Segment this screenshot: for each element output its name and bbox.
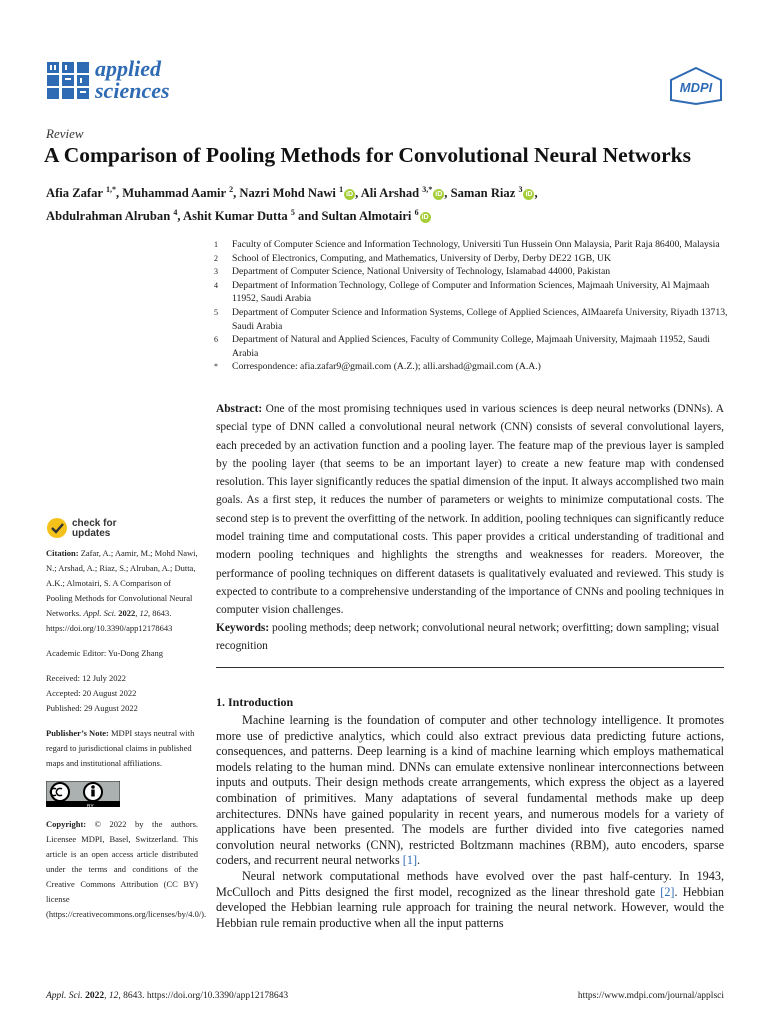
orcid-icon[interactable]: iD: [421, 214, 429, 222]
orcid-icon[interactable]: iD: [435, 191, 443, 199]
author-separator: ,: [444, 186, 451, 201]
affiliation-item: [214, 279, 734, 306]
affiliation-number: 2: [214, 253, 218, 263]
article-title: A Comparison of Pooling Methods for Convolutional Neural Networks: [44, 143, 692, 167]
academic-editor: Academic Editor: Yu-Dong Zhang: [46, 648, 163, 658]
affiliation-item: [214, 265, 734, 279]
journal-emblem-icon: [46, 60, 90, 100]
footer-citation: Appl. Sci. 2022, 12, 8643. https://doi.org/10.3390/app12178643: [46, 991, 289, 1001]
cc-by-text: BY: [87, 804, 94, 810]
author-separator: ,: [355, 186, 361, 201]
copyright-label: Copyright:: [46, 819, 87, 829]
intro-paragraph-2-end: . Hebbian developed the Hebbian learning rule approach for training the neural network. However, would the Hebbian rule remain productive when all the input patterns: [216, 884, 724, 930]
journal-name: [95, 58, 170, 102]
author-name[interactable]: Abdulrahman Alruban: [46, 209, 171, 224]
author: [46, 209, 183, 223]
footer-journal-url[interactable]: https://www.mdpi.com/journal/applsci: [577, 991, 724, 1001]
author: [451, 186, 538, 200]
affiliation-text: Department of Computer Science and Information Systems, College of Applied Sciences, AlMaarefa University, Riyadh 13713, Saudi Arabia: [232, 306, 728, 332]
footer-doi[interactable]: , 8643. https://doi.org/10.3390/app12178643: [118, 991, 289, 1001]
footer-year: 2022: [85, 991, 105, 1001]
affiliation-item: [214, 252, 734, 266]
author-affiliation-marker: 6: [414, 208, 419, 218]
citation-journal: Appl. Sci.: [83, 608, 117, 618]
received-date: Received: 12 July 2022: [46, 673, 127, 683]
author: [183, 209, 322, 223]
author-affiliation-marker: 3: [518, 185, 523, 194]
affiliation-text: Department of Information Technology, College of Computer and Information Sciences, Majmaah University, Al Majmaah 11952, Saudi Arabia: [232, 279, 710, 305]
author: [239, 186, 360, 200]
citation-year: 2022: [118, 608, 136, 618]
sidebar: [46, 546, 207, 932]
keywords-text: pooling methods; deep network; convolutional neural network; overfitting; down sampling; visual recognition: [216, 622, 720, 653]
author-name[interactable]: Saman Riaz: [450, 186, 516, 201]
author-separator: ,: [233, 186, 240, 201]
author-affiliation-marker: 3,*: [422, 185, 433, 194]
mdpi-logo[interactable]: [666, 66, 726, 106]
affiliation-number: *: [214, 362, 218, 372]
author-separator: ,: [177, 209, 183, 224]
orcid-icon[interactable]: iD: [525, 191, 533, 199]
author-separator: and: [294, 209, 322, 224]
journal-logo: [46, 56, 196, 108]
citation-volume: 12: [139, 608, 149, 618]
check-updates-line1: check for: [72, 518, 117, 529]
accepted-date: Accepted: 20 August 2022: [46, 688, 137, 698]
dates-block: [46, 671, 198, 716]
affiliation-text: Faculty of Computer Science and Information Technology, Universiti Tun Hussein Onn Malaysia, Parit Raja 86400, Malaysia: [232, 239, 720, 250]
affiliation-list: [214, 238, 734, 374]
author-affiliation-marker: 1: [339, 185, 344, 194]
affiliation-number: 6: [214, 335, 218, 345]
affiliation-item: [214, 360, 734, 374]
citation-label: Citation:: [46, 548, 79, 558]
citation-block: Citation: Zafar, A.; Aamir, M.; Mohd Nawi, N.; Arshad, A.; Riaz, S.; Alruban, A.; Dutta, A.K.; Almotairi, S. A Comparison of Pooling Methods for Convolutional Neural Networks. Appl. Sci. 2022, 12, 8643. https://doi.org/10.3390/app12178643: [46, 548, 198, 633]
affiliation-number: 5: [214, 307, 218, 317]
author-name[interactable]: Nazri Mohd Nawi: [239, 186, 336, 201]
article-type: Review: [46, 126, 84, 141]
introduction-body: [216, 713, 724, 931]
affiliation-number: 4: [214, 280, 218, 290]
affiliation-item: [214, 238, 734, 252]
author-affiliation-marker: 4: [173, 208, 178, 218]
author-affiliation-marker: 1,*: [105, 185, 116, 194]
intro-paragraph: [216, 869, 724, 931]
intro-paragraph: [216, 713, 724, 869]
copyright-text: © 2022 by the authors. Licensee MDPI, Basel, Switzerland. This article is an open access article distributed under the terms and conditions of the Creative Commons Attribution (CC BY) license (https://creativecommons.org/licenses/by/4.0/).: [46, 819, 207, 919]
citation-doi[interactable]: , 8643. https://doi.org/10.3390/app12178643: [46, 608, 173, 633]
creative-commons-icon: [46, 781, 120, 807]
orcid-icon[interactable]: iD: [346, 191, 354, 199]
mdpi-logo-text: MDPI: [679, 80, 713, 95]
affiliation-text: School of Electronics, Computing, and Mathematics, University of Derby, Derby DE22 1GB, UK: [232, 252, 611, 264]
footer-volume: 12: [108, 991, 119, 1001]
affiliation-text: Department of Natural and Applied Sciences, Faculty of Community College, Majmaah University, Majmaah 11952, Saudi Arabia: [232, 334, 710, 359]
check-for-updates-badge[interactable]: [46, 516, 176, 542]
check-updates-icon: [46, 516, 68, 540]
abstract: [216, 400, 724, 620]
publisher-note: [46, 726, 198, 771]
author-name[interactable]: Ashit Kumar Dutta: [183, 209, 288, 224]
author: [122, 186, 239, 200]
intro-paragraph-1-text: Machine learning is the foundation of computer and other technology intelligence. It promotes more use of predictive analytics, which could also extract previous data predicting future actions, consequences, and patterns. Deep learning is a kind of machine learning which employs mathematical models relating to the human mind. DNNs can emulate extensive nonlinear interconnections between inputs and outputs. Their design methods create arrangements, which express the object as a layered combination of primitives. Many adaptations of several fundamental methods make up deep architectures. DNNs have gained popularity in recent years, and numerous models for a variety of applications have been presented. The models are further divided into five categories named convolution neural networks (CNN), restricted Boltzmann machines (RBM), auto encoders, sparse coders, and recurrent neural networks: [216, 713, 724, 868]
abstract-text: One of the most promising techniques used in various sciences is deep neural networks (DNNs). A special type of DNN called a convolutional neural network (CNN) consists of several convolutional layers, each preceded by an activation function and a pooling layer. The feature map of the previous layer is sampled by the pooling layer (that seems to be an important layer) to create a new feature map with condensed resolution. This layer significantly reduces the spatial dimension of the input. It always accomplished two main goals. As a first step, it reduces the number of parameters or weights to minimize computational costs. The second step is to prevent the overfitting of the network. In addition, pooling techniques can significantly reduce model training time and computational costs. This paper provides a critical understanding of traditional and modern pooling techniques and highlights the strengths and weaknesses for readers. Moreover, the performance of pooling techniques on different datasets is qualitatively evaluated and reviewed. This study is expected to contribute to a comprehensive understanding of the importance of CNNs and pooling techniques in computer vision challenges.: [216, 403, 725, 617]
author-name[interactable]: Afia Zafar: [46, 186, 103, 201]
citation-link-1[interactable]: [1]: [402, 853, 418, 868]
intro-paragraph-2-text: Neural network computational methods have evolved over the past half-century. In 1943, McCulloch and Pitts designed the first model, recognized as the linear threshold gate: [216, 868, 724, 899]
author-separator: ,: [115, 186, 123, 201]
keywords: [216, 619, 724, 656]
publisher-note-label: Publisher’s Note:: [46, 728, 109, 738]
author-separator: ,: [534, 186, 538, 201]
footer-journal: Appl. Sci.: [46, 991, 83, 1001]
author-list: [46, 180, 736, 226]
citation-link-2[interactable]: [2]: [660, 884, 675, 899]
author-name[interactable]: Ali Arshad: [360, 186, 420, 201]
author-name[interactable]: Muhammad Aamir: [122, 186, 226, 201]
check-updates-line2: updates: [72, 528, 111, 539]
copyright-block: [46, 817, 207, 922]
published-date: Published: 29 August 2022: [46, 703, 138, 713]
section-divider: [216, 667, 724, 668]
affiliation-item: [214, 333, 734, 360]
author: [361, 186, 451, 200]
affiliation-number: 3: [214, 267, 218, 277]
journal-name-line2: sciences: [95, 78, 170, 103]
publisher-note-text: MDPI stays neutral with regard to jurisdictional claims in published maps and institutional affiliations.: [46, 728, 195, 768]
journal-name-line1: applied: [95, 56, 161, 81]
section-heading-introduction: 1. Introduction: [216, 695, 294, 709]
affiliation-text: Department of Computer Science, National University of Technology, Islamabad 44000, Pakistan: [232, 266, 611, 278]
intro-paragraph-1-end: .: [417, 853, 421, 868]
keywords-label: Keywords:: [216, 622, 270, 634]
abstract-label: Abstract:: [216, 403, 263, 415]
author-affiliation-marker: 2: [229, 185, 234, 194]
author: [322, 209, 431, 223]
affiliation-number: 1: [214, 240, 218, 249]
author-affiliation-marker: 5: [290, 208, 295, 218]
affiliation-item: [214, 306, 734, 333]
author-name[interactable]: Sultan Almotairi: [321, 209, 412, 224]
author: [46, 186, 122, 200]
affiliation-text: Correspondence: afia.zafar9@gmail.com (A.Z.); alli.arshad@gmail.com (A.A.): [232, 361, 541, 373]
citation-text: Zafar, A.; Aamir, M.; Mohd Nawi, N.; Arshad, A.; Riaz, S.; Alruban, A.; Dutta, A.K.; Almotairi, S. A Comparison of Pooling Methods for Convolutional Neural Networks.: [46, 548, 198, 618]
cc-by-license-badge[interactable]: [46, 781, 120, 810]
